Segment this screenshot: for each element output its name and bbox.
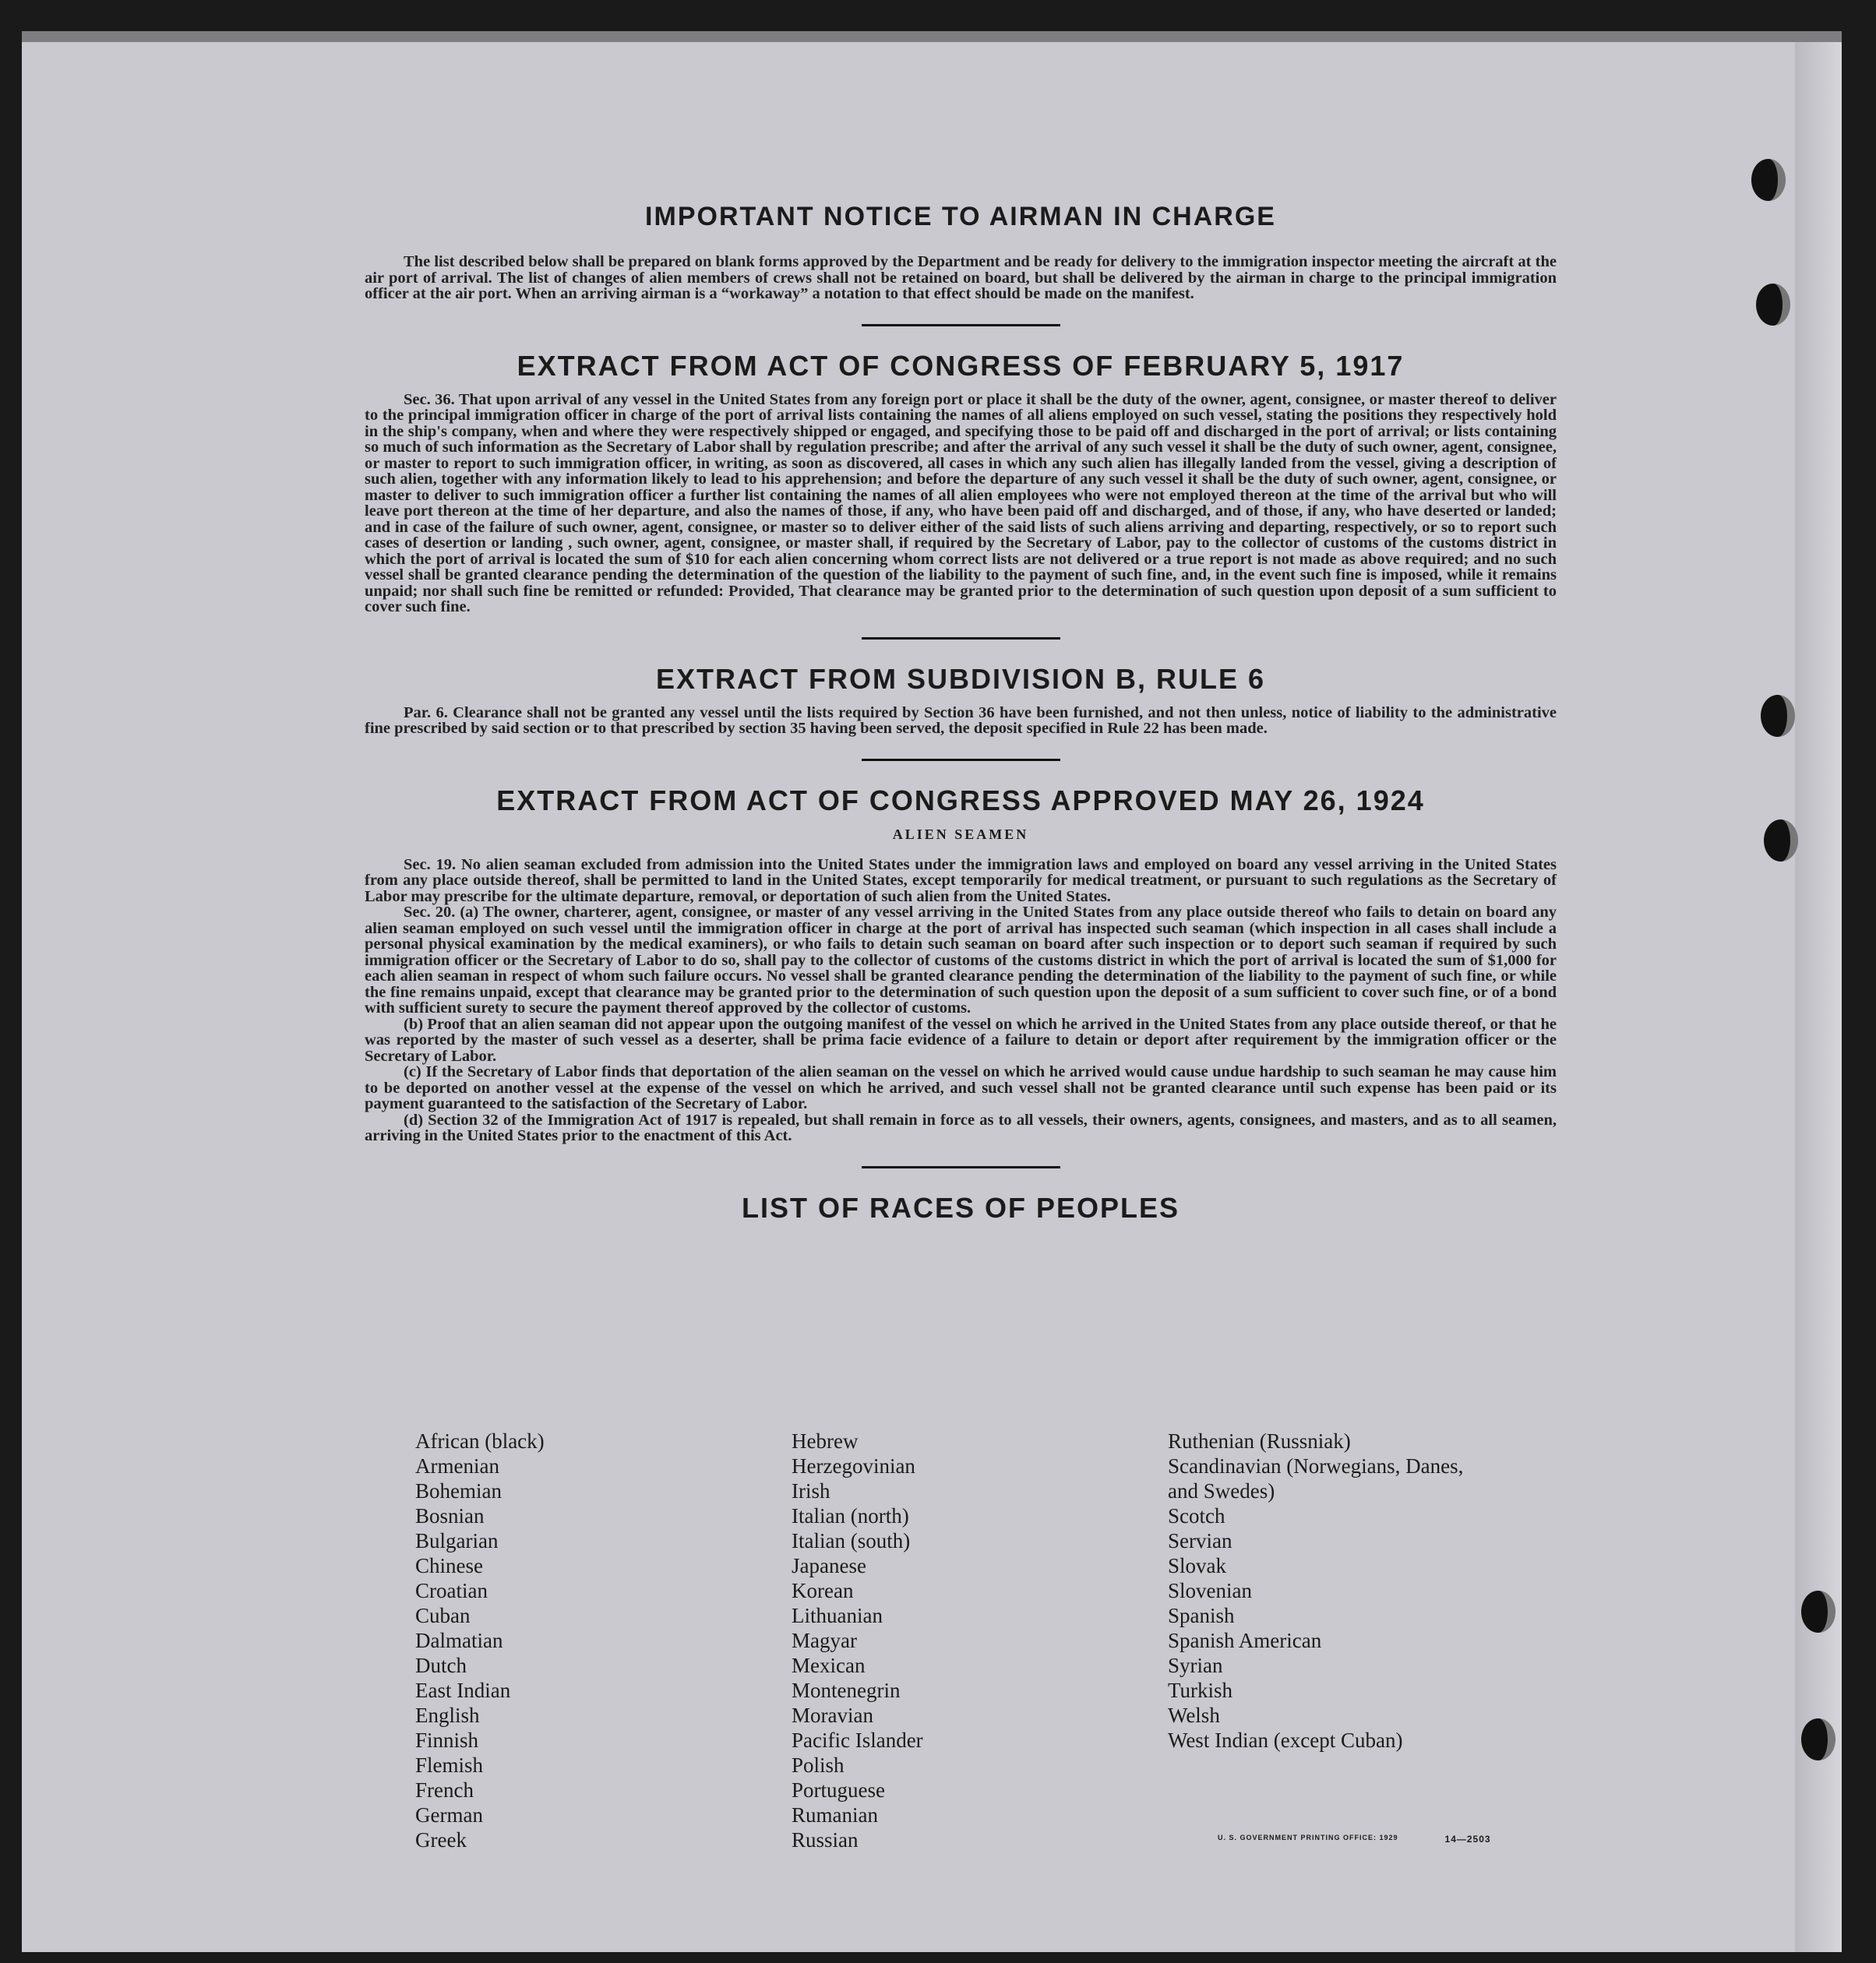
race-item: African (black) (415, 1429, 545, 1453)
race-item: Slovenian (1168, 1579, 1252, 1602)
binder-hole (1801, 1591, 1835, 1633)
race-item: Scotch (1168, 1504, 1225, 1528)
document-page (22, 31, 1842, 1952)
notice-title: IMPORTANT NOTICE TO AIRMAN IN CHARGE (645, 202, 1276, 231)
race-item: Welsh (1168, 1704, 1220, 1727)
printer-footer (1218, 1834, 1491, 1845)
race-item: Bulgarian (415, 1529, 499, 1552)
races-title: LIST OF RACES OF PEOPLES (741, 1191, 1180, 1224)
races-list (415, 1429, 1545, 1852)
race-item: Croatian (415, 1579, 488, 1602)
act-1924-subtitle: ALIEN SEAMEN (892, 826, 1029, 842)
race-item: Turkish (1168, 1679, 1233, 1702)
sec20b-body: (b) Proof that an alien seaman did not appear upon the outgoing manifest of the vessel on which he arrived in the United States from any place outside thereof, or that he was reported by the master of such vessel as a deserter, shall be prima facie evidence of a failure to detain or deport after requirement by the immigration officer or the Secretary of Labor. (365, 1015, 1557, 1065)
race-item: Flemish (415, 1753, 484, 1777)
race-item: West Indian (except Cuban) (1168, 1729, 1403, 1752)
binder-hole (1756, 284, 1790, 326)
race-item: Russian (792, 1828, 859, 1852)
race-item: Greek (415, 1828, 467, 1852)
notice-body: The list described below shall be prepared on blank forms approved by the Department and be ready for delivery to the immigration inspector meeting the aircraft at the air port of arrival. The list of changes of alien members of crews shall not be retained on board, but shall be delivered by the airman in charge to the principal immigration officer at the air port. When an arriving airman is a “workaway” a notation to that effect should be made on the manifest. (365, 253, 1557, 302)
race-item: Italian (north) (792, 1504, 909, 1528)
race-item: Syrian (1168, 1654, 1223, 1677)
race-item: Rumanian (792, 1803, 878, 1827)
race-item: Slovak (1168, 1554, 1227, 1577)
sec19-body: Sec. 19. No alien seaman excluded from admission into the United States under the immigration laws and employed on board any vessel arriving in the United States from any place outside thereof, shall be permitted to land in the United States, except temporarily for medical treatment, or pursuant to such regulations as the Secretary of Labor may prescribe for the ultimate departure, removal, or deportation of such alien from the United States. (365, 855, 1557, 905)
section-divider (862, 1166, 1060, 1168)
binder-hole (1751, 159, 1786, 201)
race-item: Herzegovinian (792, 1454, 915, 1478)
race-item: Finnish (415, 1729, 479, 1752)
printer-imprint: U. S. GOVERNMENT PRINTING OFFICE: 1929 (1218, 1834, 1398, 1841)
race-item: Cuban (415, 1604, 471, 1627)
section-divider (862, 324, 1060, 326)
binder-hole (1761, 695, 1795, 737)
races-column (415, 1429, 792, 1852)
race-item: Spanish American (1168, 1629, 1322, 1652)
race-item: Polish (792, 1753, 845, 1777)
binder-hole (1801, 1718, 1835, 1760)
section-divider (862, 637, 1060, 640)
race-item: English (415, 1704, 480, 1727)
sec20c-body: (c) If the Secretary of Labor finds that deportation of the alien seaman on the vessel on which he arrived would cause undue hardship to such seaman he may cause him to be deported on another vessel at the expense of the vessel on which he arrived, and such vessel shall not be granted clearance until such expense has been paid or its payment guaranteed to the satisfaction of the Secretary of Labor. (365, 1063, 1557, 1112)
race-item: Ruthenian (Russniak) (1168, 1429, 1351, 1453)
race-item: Lithuanian (792, 1604, 883, 1627)
race-item: East Indian (415, 1679, 511, 1702)
race-item: Moravian (792, 1704, 873, 1727)
race-item: Pacific Islander (792, 1729, 923, 1752)
race-item: Hebrew (792, 1429, 859, 1453)
race-item: Portuguese (792, 1778, 885, 1802)
race-item: Korean (792, 1579, 854, 1602)
act-1917-body: Sec. 36. That upon arrival of any vessel in the United States from any foreign port or place it shall be the duty of the owner, agent, consignee, or master thereof to deliver to the principal immigration officer in charge of the port of arrival lists containing the names of all aliens employed on such vessel, stating the positions they respectively hold in the ship's company, when and where they were respectively shipped or engaged, and specifying those to be paid off and discharged in the port of arrival; or lists containing so much of such information as the Secretary of Labor shall by regulation prescribe; and after the arrival of any such vessel it shall be the duty of such owner, agent, consignee, or master to report to such immigration officer, in writing, as soon as discovered, all cases in which any such alien has illegally landed from the vessel, giving a description of such alien, together with any information likely to lead to his apprehension; and before the departure of any such vessel it shall be the duty of such owner, agent, consignee, or master to deliver to such immigration officer a further list containing the names of all alien employees who were not employed thereon at the time of the arrival but who will leave port thereon at the time of her departure, and also the names of those, if any, who have been paid off and discharged, and of those, if any, who have deserted or landed; and in case of the failure of such owner, agent, consignee, or master so to deliver either of the said lists of such aliens arriving and departing, respectively, or so to report such cases of desertion or landing , such owner, agent, consignee, or master shall, if required by the Secretary of Labor, pay to the collector of customs of the customs district in which the port of arrival is located the sum of $10 for each alien concerning whom correct lists are not delivered or a true report is not made as above required; and no such vessel shall be granted clearance pending the determination of the question of the liability to the payment of such fine, and, in the event such fine is imposed, while it remains unpaid; nor shall such fine be remitted or refunded: Provided, That clearance may be granted prior to the determination of such question upon deposit of a sum sufficient to cover such fine. (365, 390, 1557, 615)
race-item: Servian (1168, 1529, 1232, 1552)
rule6-body: Par. 6. Clearance shall not be granted any vessel until the lists required by Section 36 have been furnished, and not then unless, notice of liability to the administrative fine prescribed by said section or to that prescribed by section 35 having been served, the deposit specified in Rule 22 has been made. (365, 703, 1557, 737)
race-item: Japanese (792, 1554, 866, 1577)
race-item: French (415, 1778, 474, 1802)
race-item: Dutch (415, 1654, 467, 1677)
binder-hole (1764, 819, 1798, 862)
race-item: Magyar (792, 1629, 857, 1652)
race-item: Irish (792, 1479, 830, 1503)
race-item: Bosnian (415, 1504, 485, 1528)
document-body (365, 202, 1557, 1234)
act-1917-title: EXTRACT FROM ACT OF CONGRESS OF FEBRUARY 5, 1917 (517, 349, 1405, 382)
race-item: Montenegrin (792, 1679, 901, 1702)
form-number: 14—2503 (1444, 1834, 1491, 1845)
races-column (1168, 1429, 1545, 1852)
rule6-title: EXTRACT FROM SUBDIVISION B, RULE 6 (655, 662, 1266, 695)
race-item: Spanish (1168, 1604, 1235, 1627)
race-item: Mexican (792, 1654, 866, 1677)
sec20d-body: (d) Section 32 of the Immigration Act of 1917 is repealed, but shall remain in force as to all vessels, their owners, agents, consignees, and masters, and as to all seamen, arriving in the United States prior to the enactment of this Act. (365, 1111, 1557, 1144)
section-divider (862, 759, 1060, 761)
race-item: Chinese (415, 1554, 483, 1577)
races-column (792, 1429, 1168, 1852)
race-item: German (415, 1803, 483, 1827)
race-item: Armenian (415, 1454, 499, 1478)
race-item: Italian (south) (792, 1529, 911, 1552)
page-edge (1795, 42, 1842, 1952)
race-item: Dalmatian (415, 1629, 503, 1652)
act-1924-title: EXTRACT FROM ACT OF CONGRESS APPROVED MAY 26, 1924 (496, 784, 1425, 816)
sec20a-body: Sec. 20. (a) The owner, charterer, agent, consignee, or master of any vessel arriving in the United States from any place outside thereof who fails to detain on board any alien seaman employed on such vessel until the immigration officer in charge at the port of arrival has inspected such seaman (which inspection in all cases shall include a personal physical examination by the medical examiners), or who fails to detain such seaman on board after such inspection or to deport such seaman if required by such immigration officer or the Secretary of Labor to do so, shall pay to the collector of customs of the customs district in which the port of arrival is located the sum of $1,000 for each alien seaman in respect of whom such failure occurs. No vessel shall be granted clearance pending the determination of the liability to the payment of such fine, or while the fine remains unpaid, except that clearance may be granted prior to the determination of such question upon the deposit of a sum sufficient to cover such fine, or of a bond with sufficient surety to secure the payment thereof approved by the collector of customs. (365, 904, 1557, 1017)
race-item: Bohemian (415, 1479, 502, 1503)
race-item: Scandinavian (Norwegians, Danes, and Swedes) (1168, 1454, 1464, 1503)
